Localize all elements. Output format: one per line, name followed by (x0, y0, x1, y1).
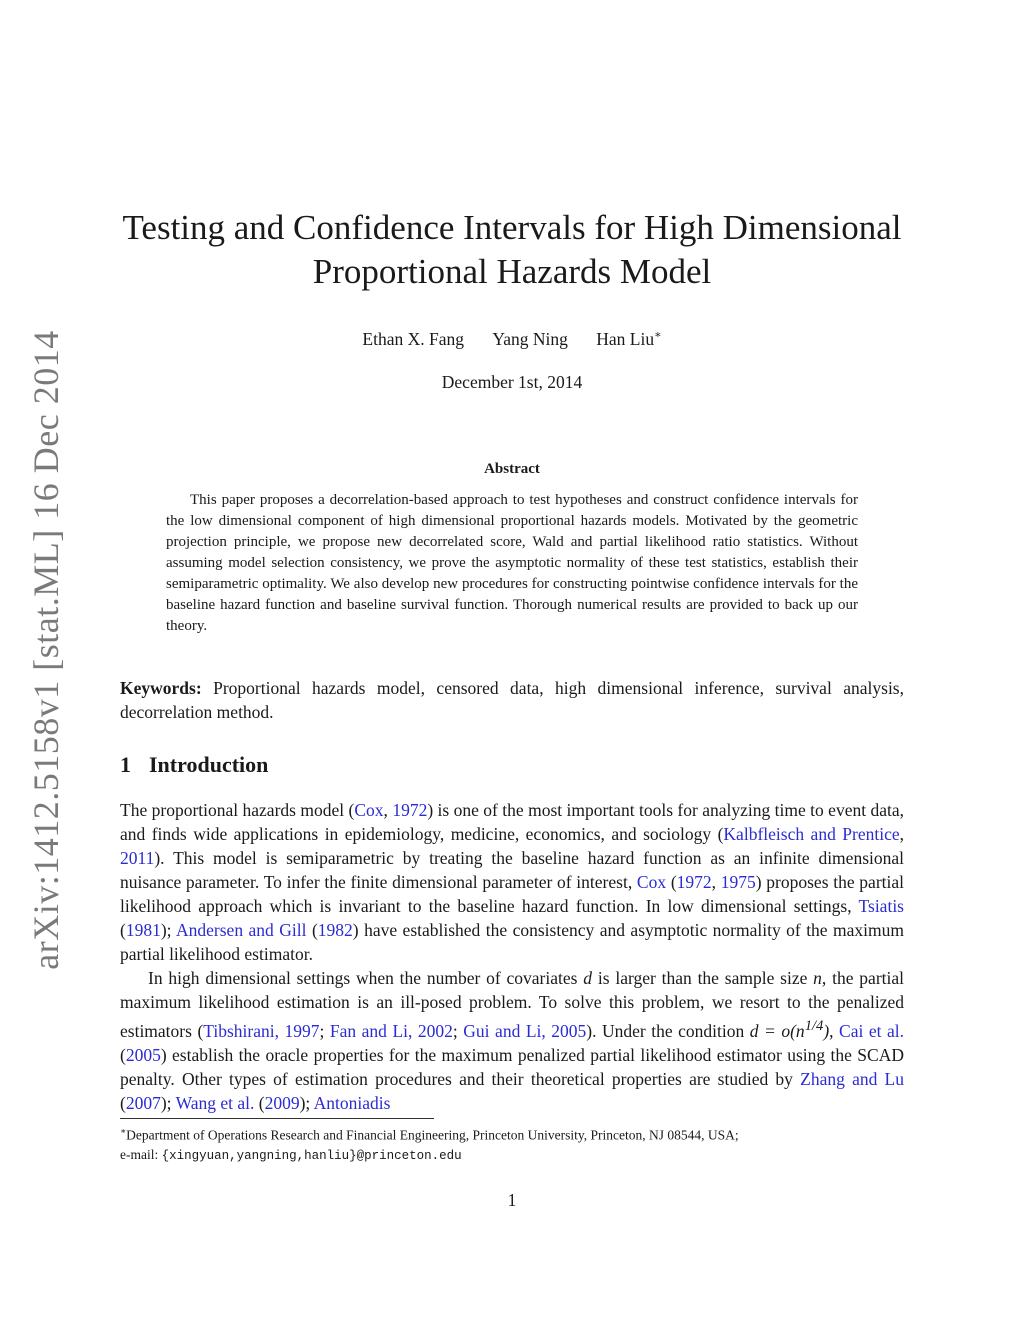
citation-link[interactable]: Zhang and Lu (800, 1068, 904, 1089)
footnote-mark: ∗ (120, 1126, 127, 1136)
text-run: ); (160, 1092, 176, 1113)
abstract-text: This paper proposes a decorrelation-based approach to test hypotheses and construct confidence intervals for the low dimensional component of high dimensional proportional hazards models. Motivated by the geometric projection principle, we propose new decorrelated score, Wald and partial likelihood ratio statistics. Without assuming model selection consistency, we prove the asymptotic normality of these test statistics, establish their semiparametric optimality. We also develop new procedures for constructing pointwise confidence intervals for the baseline hazard function and baseline survival function. Thorough numerical results are provided to back up our theory. (166, 492, 858, 634)
citation-link[interactable]: 2009 (264, 1092, 300, 1113)
text-run: ( (120, 920, 126, 940)
citation-link[interactable]: 2005 (125, 1044, 161, 1065)
text-run: ) establish the oracle properties for the maximum penalized partial likelihood estimator using the SCAD penalty. Other types of estimation procedures and their theoretical properties are studied by (120, 1044, 904, 1089)
citation-link[interactable]: 1975 (720, 872, 756, 892)
math-condition-base: d = o(n (749, 1020, 805, 1041)
footnote-email-label: e-mail: (120, 1146, 162, 1162)
page-number: 1 (507, 1190, 517, 1210)
paper-title (120, 206, 904, 294)
section-heading (120, 752, 268, 778)
text-run: ( (254, 1092, 265, 1113)
citation-link[interactable]: Cox (636, 872, 667, 892)
text-run: ( (120, 1044, 126, 1065)
text-run: , (383, 800, 393, 820)
author-2: Yang Ning (492, 328, 568, 349)
text-run: ( (306, 920, 318, 940)
citation-link[interactable]: Wang et al. (175, 1092, 255, 1113)
section-number: 1 (120, 752, 131, 777)
text-run: ; (319, 1020, 330, 1041)
text-run: The proportional hazards model ( (120, 800, 355, 820)
text-run: ) is one of the most important tools for analyzing time to event data, and finds wide applications in epidemiology, medicine, economics, and sociology ( (120, 800, 904, 844)
text-run: ). Under the condition (586, 1020, 750, 1041)
citation-link[interactable]: Tibshirani, 1997 (203, 1020, 320, 1041)
citation-link[interactable]: 1972 (392, 800, 428, 820)
citation-link[interactable]: 1972 (676, 872, 712, 892)
text-run: ( (666, 872, 677, 892)
introduction-body (120, 798, 904, 1115)
footnote-email[interactable]: {xingyuan,yangning,hanliu}@princeton.edu (161, 1148, 462, 1163)
citation-link[interactable]: 1981 (125, 920, 161, 940)
citation-link[interactable]: Fan and Li, 2002 (329, 1020, 453, 1041)
abstract-heading: Abstract (484, 461, 540, 477)
keywords-label: Keywords: (120, 678, 202, 698)
text-run: ); (299, 1092, 314, 1113)
math-d: d (583, 968, 593, 988)
text-run: ). This model is semiparametric by treating the baseline hazard function as an infinite dimensional nuisance parameter. To infer the finite dimensional parameter of interest, (120, 848, 904, 892)
citation-link[interactable]: Cai et al. (839, 1020, 905, 1041)
math-condition-exponent: 1/4 (804, 1018, 824, 1034)
author-3-name: Han Liu (596, 328, 655, 349)
citation-link[interactable]: Kalbfleisch and Prentice (723, 824, 900, 844)
section-title: Introduction (149, 752, 269, 777)
arxiv-identifier: arXiv:1412.5158v1 [stat.ML] 16 Dec 2014 (26, 330, 66, 970)
text-run: ) proposes the partial likelihood approach which is invariant to the baseline hazard function. In low dimensional settings, (120, 872, 905, 916)
title-line-1: Testing and Confidence Intervals for High Dimensional (122, 208, 902, 247)
intro-paragraph-1 (120, 798, 904, 966)
citation-link[interactable]: Antoniadis (313, 1092, 391, 1113)
keywords-text: Proportional hazards model, censored data, high dimensional inference, survival analysis, decorrelation method. (120, 678, 904, 722)
citation-link[interactable]: Cox (354, 800, 384, 820)
text-run: ; (452, 1020, 464, 1041)
author-footnote-mark: ∗ (654, 329, 662, 341)
footnote-affiliation: Department of Operations Research and Financial Engineering, Princeton University, Princeton, NJ 08544, USA; (126, 1127, 739, 1143)
text-run: In high dimensional settings when the number of covariates (148, 968, 584, 988)
author-1: Ethan X. Fang (362, 328, 464, 349)
intro-paragraph-2 (120, 966, 904, 1115)
text-run: , the partial maximum likelihood estimation is an ill-posed problem. To solve this problem, we resort to the penalized estimators ( (120, 968, 904, 1041)
math-condition (749, 1018, 830, 1041)
footnote-divider (120, 1118, 434, 1119)
citation-link[interactable]: 1982 (317, 920, 353, 940)
keywords (120, 676, 904, 724)
author-3 (596, 329, 661, 349)
citation-link[interactable]: Gui and Li, 2005 (463, 1020, 587, 1041)
text-run: , (899, 824, 904, 844)
text-run: ( (120, 1092, 126, 1113)
citation-link[interactable]: Tsiatis (858, 896, 904, 916)
paper-date: December 1st, 2014 (441, 372, 583, 392)
text-run: ); (160, 920, 177, 940)
text-run: , (829, 1020, 840, 1041)
citation-link[interactable]: 2007 (125, 1092, 161, 1113)
math-n: n (813, 968, 822, 988)
text-run: , (711, 872, 721, 892)
title-line-2: Proportional Hazards Model (312, 252, 712, 291)
text-run: is larger than the sample size (592, 968, 814, 988)
author-list (120, 328, 904, 350)
citation-link[interactable]: 2011 (120, 848, 155, 868)
citation-link[interactable]: Andersen and Gill (176, 920, 307, 940)
footnote (120, 1122, 904, 1166)
text-run: ) have established the consistency and asymptotic normality of the maximum partial likelihood estimator. (120, 920, 904, 964)
math-condition-close: ) (823, 1020, 830, 1041)
